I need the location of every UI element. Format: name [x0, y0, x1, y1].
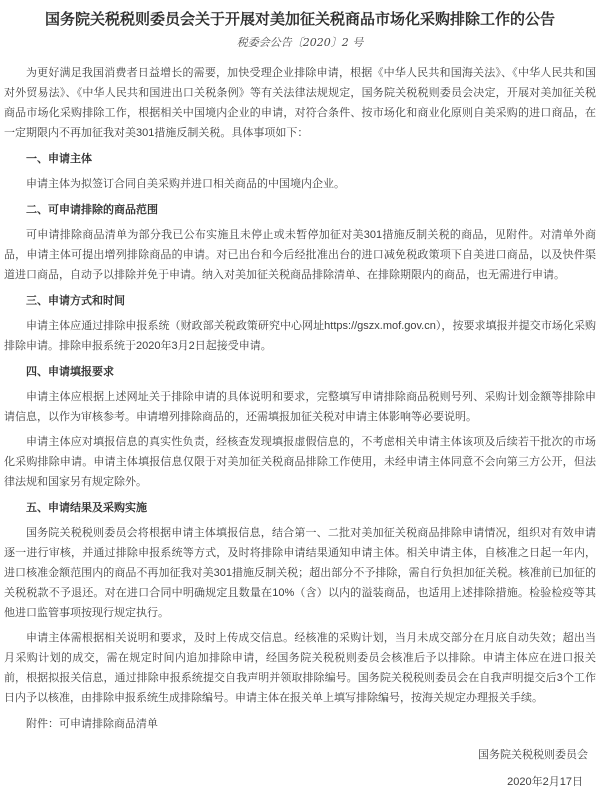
section-heading-product-scope: 二、可申请排除的商品范围	[26, 204, 158, 216]
attachment-line: 附件：可申请排除商品清单	[26, 718, 158, 730]
section-heading-application-method: 三、申请方式和时间	[26, 295, 125, 307]
document-title: 国务院关税税则委员会关于开展对美加征关税商品市场化采购排除工作的公告	[44, 11, 555, 28]
issue-date: 2020年2月17日	[507, 776, 583, 788]
section-paragraph: 可申请排除商品清单为部分我已公布实施且未停止或未暂停加征对美301措施反制关税的商品，见附件。对清单外商品，申请主体可提出增列排除商品的申请。对已出台和今后经批准出台的进口减免税政策项下自美进口商品，以及快件渠道进口商品，自动予以排除并免于申请。纳入对美加征关税商品排除清单、在排除期限内的商品，也无需进行申请。	[4, 229, 596, 281]
section-paragraph: 申请主体应通过排除申报系统（财政部关税政策研究中心网址https://gszx.mof.gov.cn），按要求填报并提交市场化采购排除申请。排除申报系统于2020年3月2日起接受申请。	[4, 320, 596, 352]
document-number: 税委会公告〔2020〕2 号	[236, 36, 364, 49]
section-paragraph: 申请主体应根据上述网址关于排除申请的具体说明和要求，完整填写申请排除商品税则号列、采购计划金额等排除申请信息，以作为审核参考。申请增列排除商品的，还需填报加征关税对申请主体影响等必要说明。	[4, 391, 596, 423]
issuer-signature: 国务院关税税则委员会	[478, 749, 588, 761]
section-paragraph: 申请主体需根据相关说明和要求，及时上传成交信息。经核准的采购计划，当月未成交部分在月底自动失效；超出当月采购计划的成交，需在规定时间内追加排除申请，经国务院关税税则委员会核准后予以排除。申请主体应在进口报关前，根据拟报关信息，通过排除申报系统提交自我声明并领取排除编号。国务院关税税则委员会在自我声明提交后3个工作日内予以核准，由排除申报系统生成排除编号。申请主体在报关单上填写排除编号，按海关规定办理报关手续。	[4, 632, 596, 704]
intro-paragraph: 为更好满足我国消费者日益增长的需要，加快受理企业排除申请，根据《中华人民共和国海关法》、《中华人民共和国对外贸易法》、《中华人民共和国进出口关税条例》等有关法律法规规定，国务院关税税则委员会决定，开展对美加征关税商品市场化采购排除工作，根据相关中国境内企业的申请，对符合条件、按市场化和商业化原则自美采购的进口商品，在一定期限内不再加征我对美301措施反制关税。具体事项如下：	[4, 67, 596, 139]
section-heading-filing-requirements: 四、申请填报要求	[26, 366, 114, 378]
section-paragraph: 申请主体为拟签订合同自美采购并进口相关商品的中国境内企业。	[26, 178, 345, 190]
section-heading-applicants: 一、申请主体	[26, 153, 92, 165]
section-heading-results-implementation: 五、申请结果及采购实施	[26, 502, 147, 514]
section-paragraph: 国务院关税税则委员会将根据申请主体填报信息，结合第一、二批对美加征关税商品排除申请情况，组织对有效申请逐一进行审核，并通过排除申报系统等方式，及时将排除申请结果通知申请主体。相关申请主体，自核准之日起一年内，进口核准金额范围内的商品不再加征我对美301措施反制关税；超出部分不予排除，需自行负担加征关税。核准前已加征的关税税款不予退还。对在进口合同中明确规定且数量在10%（含）以内的溢装商品，也适用上述排除措施。检验检疫等其他进口监管事项按现行规定执行。	[4, 527, 596, 619]
section-paragraph: 申请主体应对填报信息的真实性负责，经核查发现填报虚假信息的，不考虑相关申请主体该项及后续若干批次的市场化采购排除申请。申请主体填报信息仅限于对美加征关税商品排除工作使用，未经申请主体同意不会向第三方公开，但法律法规和国家另有规定除外。	[4, 436, 596, 488]
